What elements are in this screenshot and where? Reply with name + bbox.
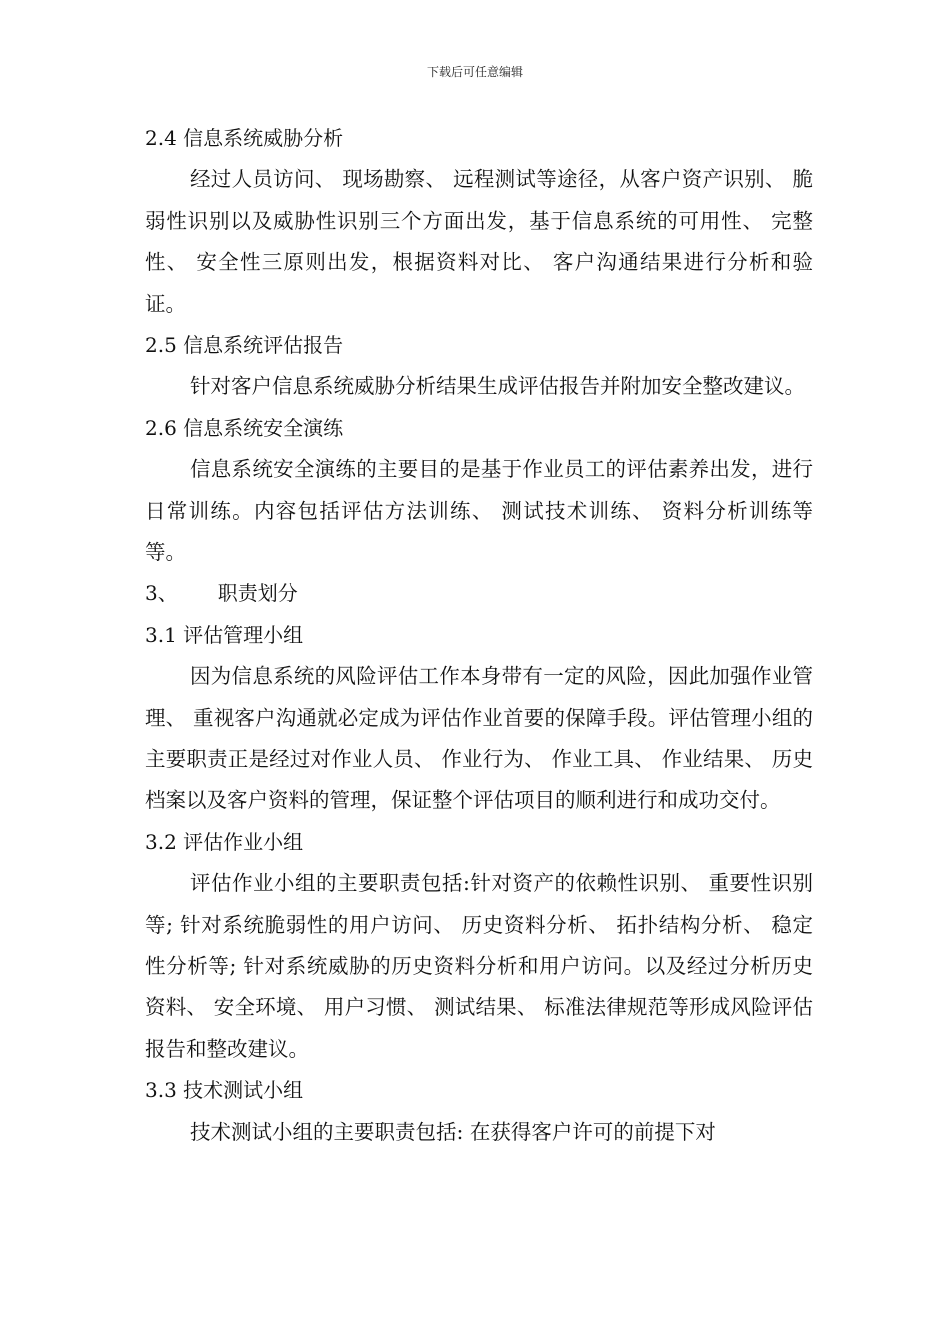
section-heading-2-6: 2.6 信息系统安全演练 <box>145 415 344 440</box>
chapter-title: 职责划分 <box>217 581 298 606</box>
section-paragraph-3-3: 技术测试小组的主要职责包括: 在获得客户许可的前提下对 <box>190 1119 716 1144</box>
section-paragraph-3-1: 因为信息系统的风险评估工作本身带有一定的风险，因此加强作业管理、 重视客户沟通就必定成为评估作业首要的保障手段。评估管理小组的主要职责正是经过对作业人员、 作业行为、 作业工具、 作业结果、 历史档案以及客户资料的管理，保证整个评估项目的顺利进行和成功交付。 <box>145 664 813 813</box>
section-paragraph-2-5: 针对客户信息系统威胁分析结果生成评估报告并附加安全整改建议。 <box>190 374 805 399</box>
section-heading-2-5: 2.5 信息系统评估报告 <box>145 333 344 358</box>
section-paragraph-2-6: 信息系统安全演练的主要目的是基于作业员工的评估素养出发，进行日常训练。内容包括评估方法训练、 测试技术训练、 资料分析训练等等。 <box>145 457 813 565</box>
chapter-heading-3 <box>145 573 813 614</box>
section-paragraph-2-4: 经过人员访问、 现场勘察、 远程测试等途径，从客户资产识别、 脆弱性识别以及威胁性识别三个方面出发，基于信息系统的可用性、 完整性、 安全性三原则出发，根据资料对比、 客户沟通结果进行分析和验证。 <box>145 167 813 316</box>
section-heading-3-3: 3.3 技术测试小组 <box>145 1078 304 1103</box>
page-header: 下载后可任意编辑 <box>426 65 523 79</box>
section-paragraph-3-2: 评估作业小组的主要职责包括:针对资产的依赖性识别、 重要性识别等; 针对系统脆弱性的用户访问、 历史资料分析、 拓扑结构分析、 稳定性分析等; 针对系统威胁的历史资料分析和用户访问。以及经过分析历史资料、 安全环境、 用户习惯、 测试结果、 标准法律规范等形成风险评估报告和整改建议。 <box>145 871 813 1061</box>
chapter-number: 3、 <box>145 581 178 606</box>
document-body <box>145 118 813 1153</box>
section-heading-2-4: 2.4 信息系统威胁分析 <box>145 126 344 150</box>
section-heading-3-2: 3.2 评估作业小组 <box>145 829 304 854</box>
section-heading-3-1: 3.1 评估管理小组 <box>145 622 304 647</box>
